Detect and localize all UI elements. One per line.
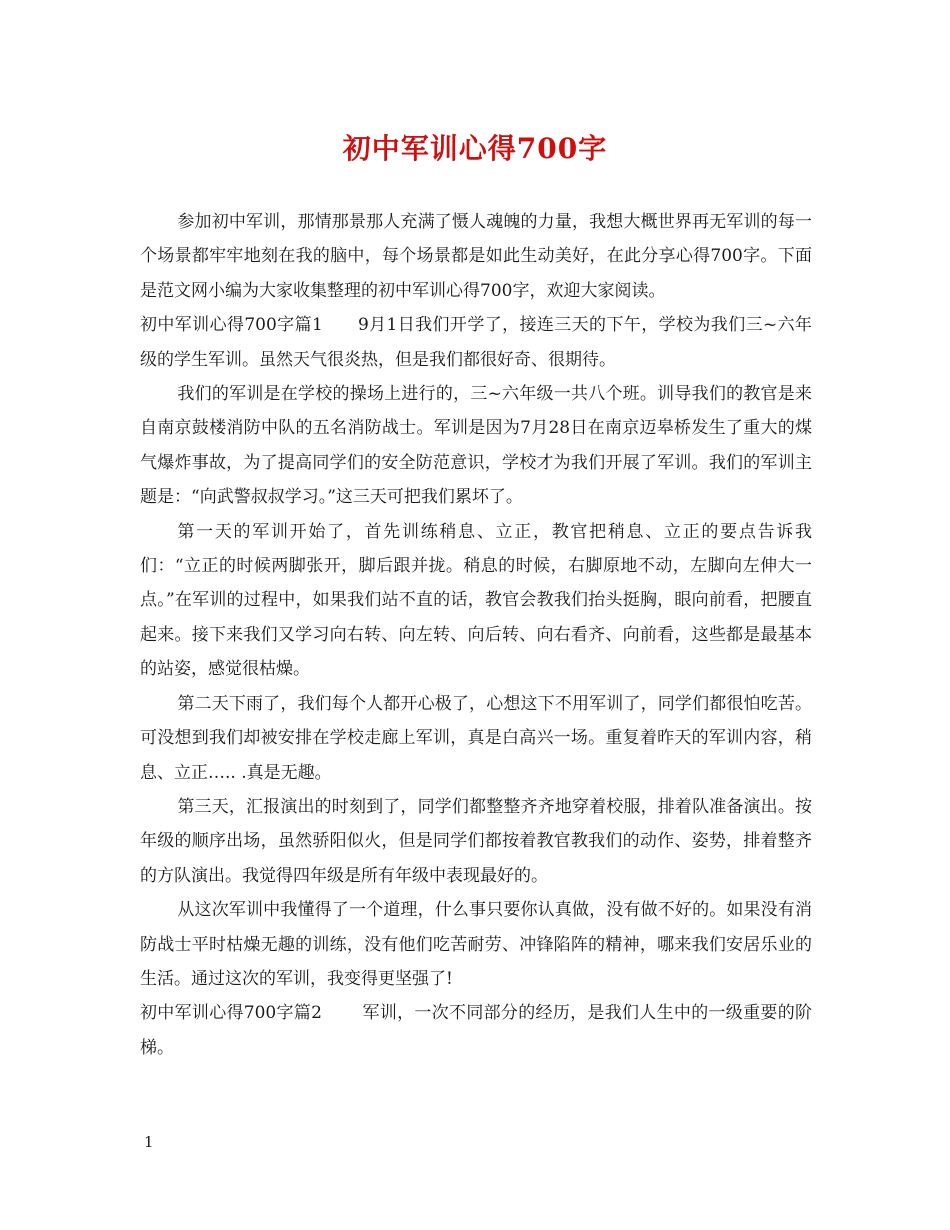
paragraph-article-1-start: 初中军训心得700字篇1 9月1日我们开学了，接连三天的下午，学校为我们三~六年级的学生军训。虽然天气很炎热，但是我们都很好奇、很期待。 xyxy=(140,315,812,370)
paragraph-article-2-start: 初中军训心得700字篇2 军训，一次不同部分的经历，是我们人生中的一级重要的阶梯。 xyxy=(140,1003,812,1058)
paragraph-training-background: 我们的军训是在学校的操场上进行的，三~六年级一共八个班。训导我们的教官是来自南京鼓楼消防中队的五名消防战士。军训是因为7月28日在南京迈皋桥发生了重大的煤气爆炸事故，为了提高同学们的安全防范意识，学校才为我们开展了军训。我们的军训主题是：“向武警叔叔学习。”这三天可把我们累坏了。 xyxy=(140,384,812,508)
paragraph-intro: 参加初中军训，那情那景那人充满了慑人魂魄的力量，我想大概世界再无军训的每一个场景都牢牢地刻在我的脑中，每个场景都是如此生动美好，在此分享心得700字。下面是范文网小编为大家收集整理的初中军训心得700字，欢迎大家阅读。 xyxy=(140,212,812,301)
page-number: 1 xyxy=(144,1133,154,1151)
document-title: 初中军训心得700字 xyxy=(342,132,608,165)
paragraph-lesson-learned: 从这次军训中我懂得了一个道理，什么事只要你认真做，没有做不好的。如果没有消防战士平时枯燥无趣的训练，没有他们吃苦耐劳、冲锋陷阵的精神，哪来我们安居乐业的生活。通过这次的军训，我变得更坚强了! xyxy=(140,900,812,989)
paragraph-day-three: 第三天，汇报演出的时刻到了，同学们都整整齐齐地穿着校服，排着队准备演出。按年级的顺序出场，虽然骄阳似火，但是同学们都按着教官教我们的动作、姿势，排着整齐的方队演出。我觉得四年级是所有年级中表现最好的。 xyxy=(140,796,812,886)
paragraph-day-one: 第一天的军训开始了，首先训练稍息、立正，教官把稍息、立正的要点告诉我们：“立正的时候两脚张开，脚后跟并拢。稍息的时候，右脚原地不动，左脚向左伸大一点。”在军训的过程中，如果我们站不直的话，教官会教我们抬头挺胸，眼向前看，把腰直起来。接下来我们又学习向右转、向左转、向后转、向右看齐、向前看，这些都是最基本的站姿，感觉很枯燥。 xyxy=(140,521,812,680)
paragraph-day-two: 第二天下雨了，我们每个人都开心极了，心想这下不用军训了，同学们都很怕吃苦。可没想到我们却被安排在学校走廊上军训，真是白高兴一场。重复着昨天的军训内容，稍息、立正….. .真是无趣。 xyxy=(140,693,812,783)
document-body xyxy=(140,205,812,1065)
